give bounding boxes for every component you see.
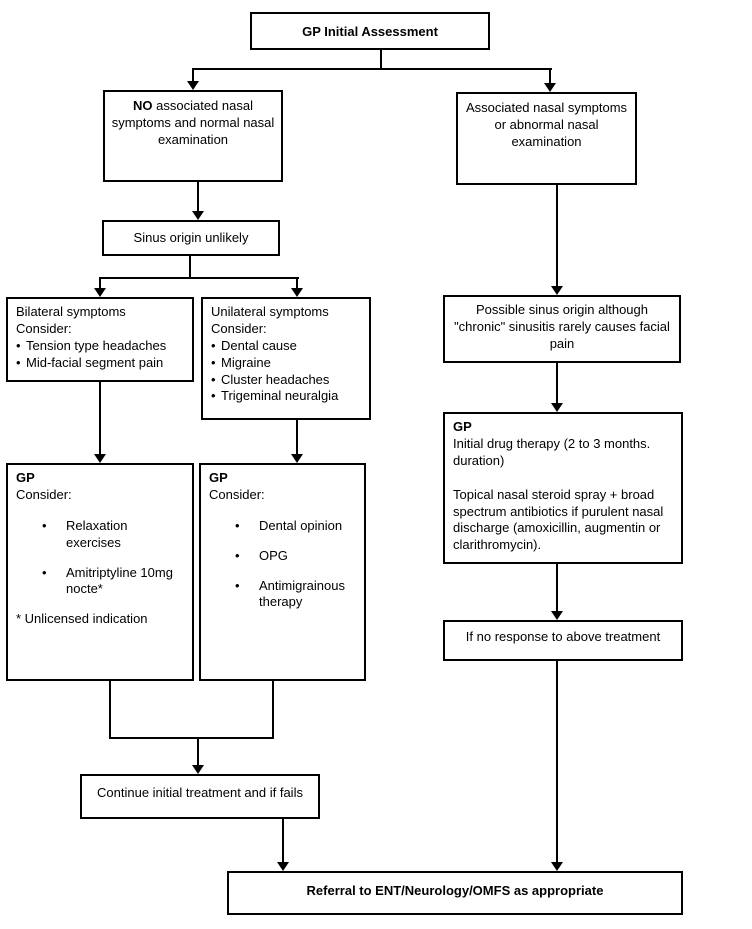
- bullet-item: [211, 355, 361, 372]
- node-no-response: [443, 620, 683, 661]
- flow-connector: [197, 182, 199, 211]
- bullet-item: [211, 372, 361, 389]
- bullet-icon: •: [16, 337, 21, 353]
- bullet-list: [209, 518, 356, 612]
- bullet-text: Relaxation exercises: [66, 517, 128, 550]
- flow-connector: [99, 277, 101, 288]
- node-gp-consider-left: [6, 463, 194, 681]
- node-paragraph: Topical nasal steroid spray + broad spectrum antibiotics if purulent nasal discharge (amoxicillin, augmentin or clarithromycin).: [453, 486, 664, 553]
- bullet-icon: •: [42, 564, 47, 580]
- arrowhead-down-icon: [551, 611, 563, 620]
- node-gp-consider-mid: [199, 463, 366, 681]
- node-text-emphasis: NO: [133, 98, 153, 113]
- node-heading: GP: [453, 419, 472, 434]
- node-sinus-origin-unlikely: [102, 220, 280, 256]
- flow-connector: [197, 739, 199, 765]
- node-referral: [227, 871, 683, 915]
- node-associated-nasal-symptoms: [456, 92, 637, 185]
- flow-connector: [189, 255, 191, 279]
- bullet-text: Dental opinion: [259, 517, 343, 533]
- bullet-item: [209, 578, 356, 612]
- bullet-icon: •: [211, 388, 216, 404]
- flow-connector: [192, 68, 552, 70]
- node-subtitle: Consider:: [209, 486, 265, 502]
- node-title: GP Initial Assessment: [302, 24, 438, 39]
- node-text: Sinus origin unlikely: [133, 230, 249, 245]
- arrowhead-down-icon: [544, 83, 556, 92]
- node-paragraph: Initial drug therapy (2 to 3 months. duration): [453, 435, 651, 468]
- bullet-icon: •: [16, 354, 21, 370]
- flow-connector: [556, 661, 558, 862]
- arrowhead-down-icon: [94, 454, 106, 463]
- bullet-text: Migraine: [221, 354, 271, 370]
- node-heading: GP: [209, 470, 228, 485]
- arrowhead-down-icon: [277, 862, 289, 871]
- arrowhead-down-icon: [291, 288, 303, 297]
- flow-connector: [272, 680, 274, 739]
- bullet-text: Dental cause: [221, 337, 297, 353]
- node-subtitle: Consider:: [16, 320, 72, 336]
- node-text: If no response to above treatment: [465, 629, 661, 644]
- node-title: Bilateral symptoms: [16, 304, 126, 319]
- flow-connector: [99, 382, 101, 454]
- bullet-icon: •: [235, 577, 240, 593]
- arrowhead-down-icon: [291, 454, 303, 463]
- bullet-icon: •: [42, 517, 47, 533]
- bullet-item: [16, 518, 184, 552]
- bullet-item: [209, 548, 356, 565]
- arrowhead-down-icon: [94, 288, 106, 297]
- bullet-item: [211, 388, 361, 405]
- node-footnote: * Unlicensed indication: [16, 611, 148, 627]
- node-gp-initial-drug-therapy: [443, 412, 683, 564]
- bullet-text: Mid-facial segment pain: [26, 354, 164, 370]
- node-heading: GP: [16, 470, 35, 485]
- bullet-icon: •: [211, 371, 216, 387]
- node-text: Associated nasal symptoms or abnormal nasal examination: [465, 100, 628, 149]
- node-no-nasal-symptoms: [103, 90, 283, 182]
- bullet-item: [211, 338, 361, 355]
- flow-connector: [296, 420, 298, 454]
- bullet-icon: •: [235, 547, 240, 563]
- flow-connector: [556, 363, 558, 403]
- flow-connector: [109, 737, 274, 739]
- bullet-text: Tension type headaches: [26, 337, 167, 353]
- flow-connector: [549, 68, 551, 83]
- bullet-icon: •: [211, 354, 216, 370]
- node-text: Referral to ENT/Neurology/OMFS as appropriate: [306, 883, 604, 898]
- bullet-list: [16, 518, 184, 599]
- node-unilateral-symptoms: [201, 297, 371, 420]
- node-text: Possible sinus origin although "chronic" sinusitis rarely causes facial pain: [454, 302, 670, 351]
- node-gp-initial-assessment: [250, 12, 490, 50]
- flow-connector: [556, 564, 558, 611]
- flow-connector: [556, 185, 558, 286]
- node-possible-sinus-origin: [443, 295, 681, 363]
- bullet-item: [16, 338, 184, 355]
- bullet-text: Cluster headaches: [221, 371, 330, 387]
- flow-connector: [192, 68, 194, 81]
- bullet-text: Amitriptyline 10mg nocte*: [66, 564, 173, 597]
- arrowhead-down-icon: [187, 81, 199, 90]
- bullet-text: Trigeminal neuralgia: [221, 388, 339, 404]
- node-bilateral-symptoms: [6, 297, 194, 382]
- flow-connector: [296, 277, 298, 288]
- node-title: Unilateral symptoms: [211, 304, 329, 319]
- bullet-icon: •: [211, 337, 216, 353]
- node-subtitle: Consider:: [211, 320, 267, 336]
- bullet-icon: •: [235, 517, 240, 533]
- bullet-item: [16, 565, 184, 599]
- flow-connector: [380, 50, 382, 70]
- node-subtitle: Consider:: [16, 486, 72, 502]
- arrowhead-down-icon: [192, 765, 204, 774]
- bullet-text: Antimigrainous therapy: [259, 577, 345, 610]
- flow-connector: [99, 277, 299, 279]
- node-text: Continue initial treatment and if fails: [97, 785, 303, 800]
- arrowhead-down-icon: [551, 286, 563, 295]
- node-continue-initial-treatment: [80, 774, 320, 819]
- bullet-text: OPG: [259, 547, 288, 563]
- flow-connector: [282, 819, 284, 862]
- bullet-item: [16, 355, 184, 372]
- arrowhead-down-icon: [551, 403, 563, 412]
- node-text: associated nasal symptoms and normal nasal examination: [111, 98, 275, 147]
- bullet-item: [209, 518, 356, 535]
- arrowhead-down-icon: [551, 862, 563, 871]
- flow-connector: [109, 680, 111, 739]
- arrowhead-down-icon: [192, 211, 204, 220]
